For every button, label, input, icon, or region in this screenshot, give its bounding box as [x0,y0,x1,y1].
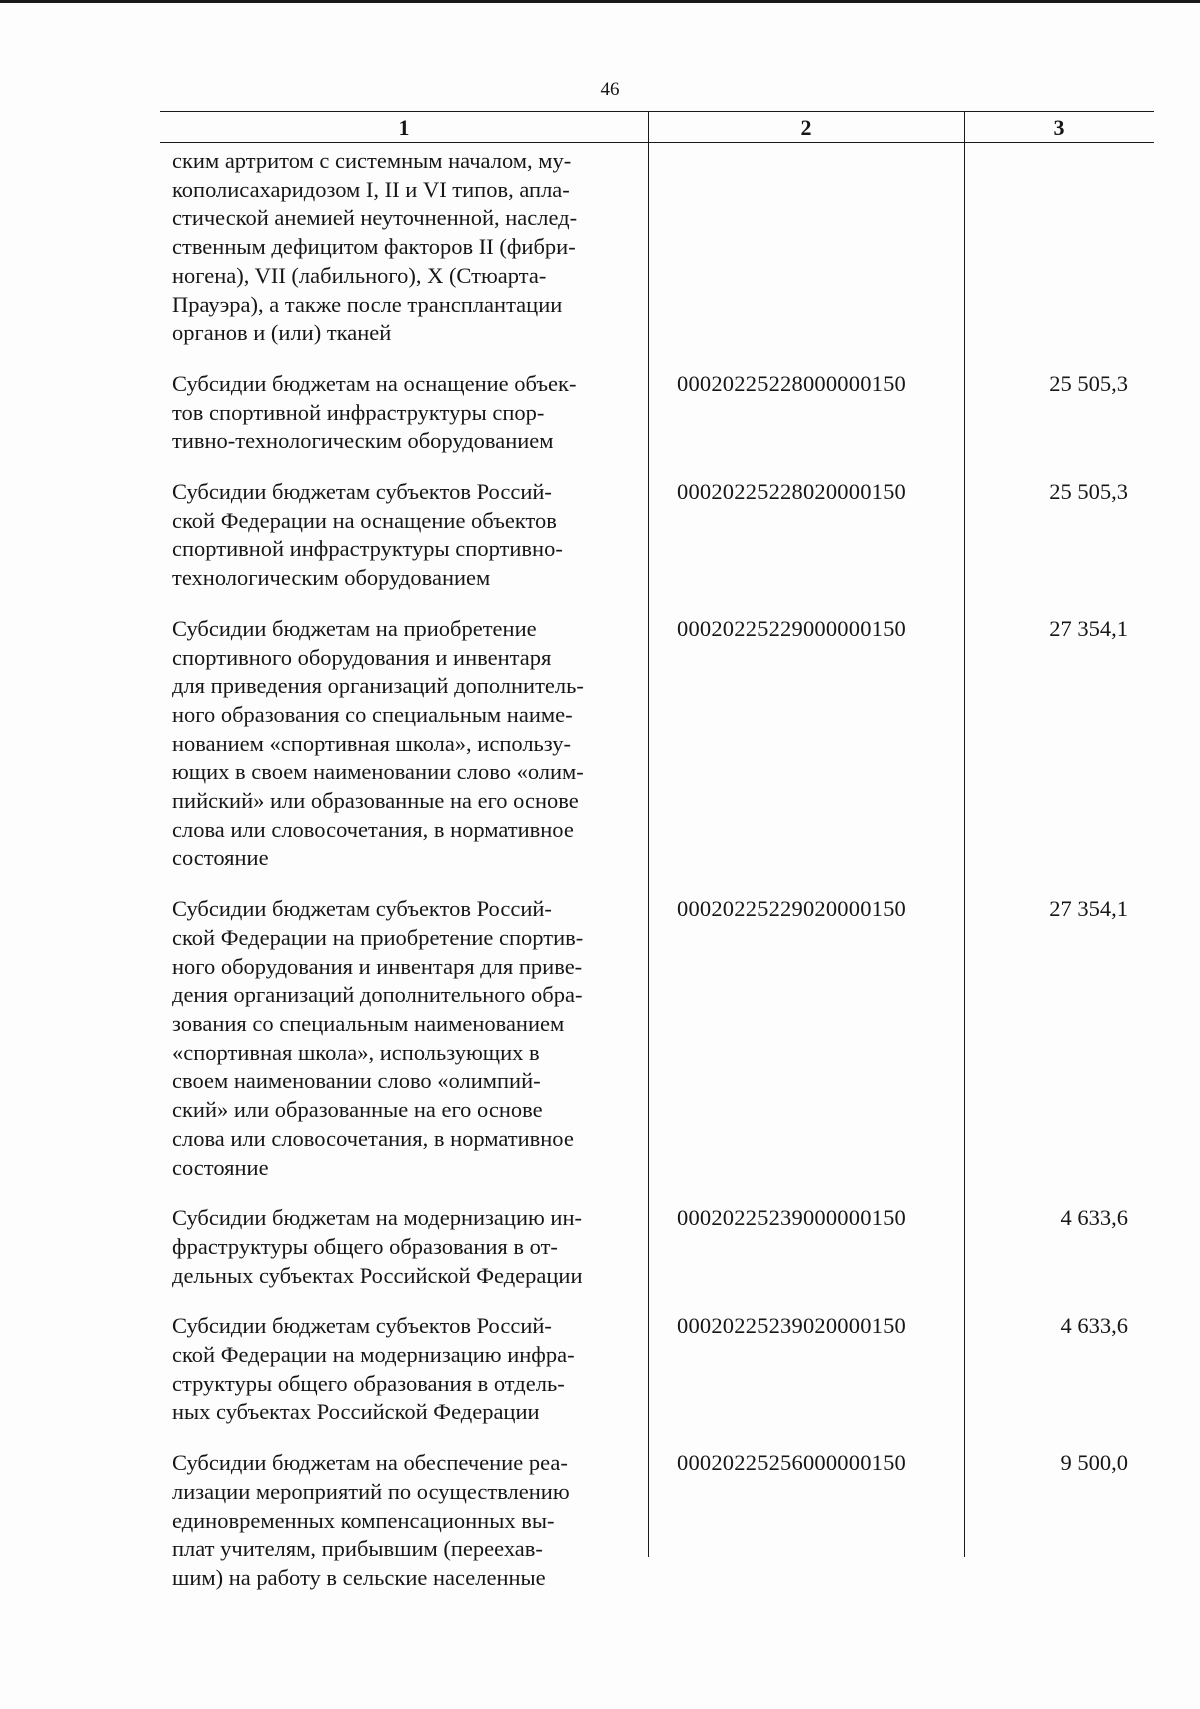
table-row [160,615,1154,873]
column-header-2: 2 [800,115,812,140]
budget-table [160,111,1154,1590]
table-row [160,1449,1154,1593]
scan-top-edge [0,0,1200,3]
page-number: 46 [600,79,620,100]
table-row [160,1204,1154,1290]
table-row [160,478,1154,593]
table-row [160,147,1154,348]
row-code: 00020225229000000150 [677,615,906,641]
row-description: Субсидии бюджетам на обеспечение реа- лизации мероприятий по осуществлению единовременных компенсационных вы- плат учителям, прибывшим (переехав- шим) на работу в сельские населенные [172,1450,570,1590]
row-description: Субсидии бюджетам на приобретение спортивного оборудования и инвентаря для приведения организаций дополнитель- ного образования со специальным наиме- нованием «спортивная школа», использу- ющих в своем наименовании слово «олим- пийский» или образованные на его основе слова или словосочетания, в нормативное состояние [172,615,584,871]
column-header-1: 1 [398,115,410,140]
row-amount: 25 505,3 [1049,479,1128,505]
table-row [160,1312,1154,1427]
row-description: ским артритом с системным началом, му- кополисахаридозом I, II и VI типов, апла- стической анемией неуточненной, наслед- ственным дефицитом факторов II (фибри- ногена), VII (лабильного), X (Стюарта- Прауэра), а также после трансплантации органов и (или) тканей [172,148,578,346]
header-bottom-rule [160,142,1154,143]
table-top-rule [160,111,1154,112]
row-description: Субсидии бюджетам субъектов Россий- ской Федерации на модернизацию инфра- структуры общего образования в отдель- ных субъектах Российской Федерации [172,1313,575,1425]
row-amount: 4 633,6 [1060,1313,1128,1339]
row-description: Субсидии бюджетам субъектов Россий- ской Федерации на приобретение спортив- ного оборудования и инвентаря для приве- дения организаций дополнительного обра- зования со специальным наименованием «спортивная школа», использующих в своем наименовании слово «олимпий- ский» или образованные на его основе слова или словосочетания, в нормативное состояние [172,896,584,1180]
row-amount: 27 354,1 [1049,615,1128,641]
row-description: Субсидии бюджетам на модернизацию ин- фраструктуры общего образования в от- дельных субъектах Российской Федерации [172,1205,583,1288]
row-amount: 25 505,3 [1049,370,1128,396]
row-amount: 27 354,1 [1049,896,1128,922]
row-code: 00020225228000000150 [677,370,906,396]
row-description: Субсидии бюджетам субъектов Россий- ской Федерации на оснащение объектов спортивной инфраструктуры спортивно- технологическим оборудованием [172,479,563,591]
column-header-3: 3 [1053,115,1065,140]
row-code: 00020225239020000150 [677,1313,906,1339]
table-row [160,370,1154,456]
row-code: 00020225239000000150 [677,1205,906,1231]
row-amount: 9 500,0 [1060,1450,1128,1476]
row-description: Субсидии бюджетам на оснащение объек- тов спортивной инфраструктуры спор- тивно-технологическим оборудованием [172,370,577,454]
row-code: 00020225228020000150 [677,479,906,505]
table-row [160,895,1154,1182]
row-amount: 4 633,6 [1060,1205,1128,1231]
table-body [160,147,1154,1615]
row-code: 00020225229020000150 [677,896,906,922]
row-code: 00020225256000000150 [677,1450,906,1476]
